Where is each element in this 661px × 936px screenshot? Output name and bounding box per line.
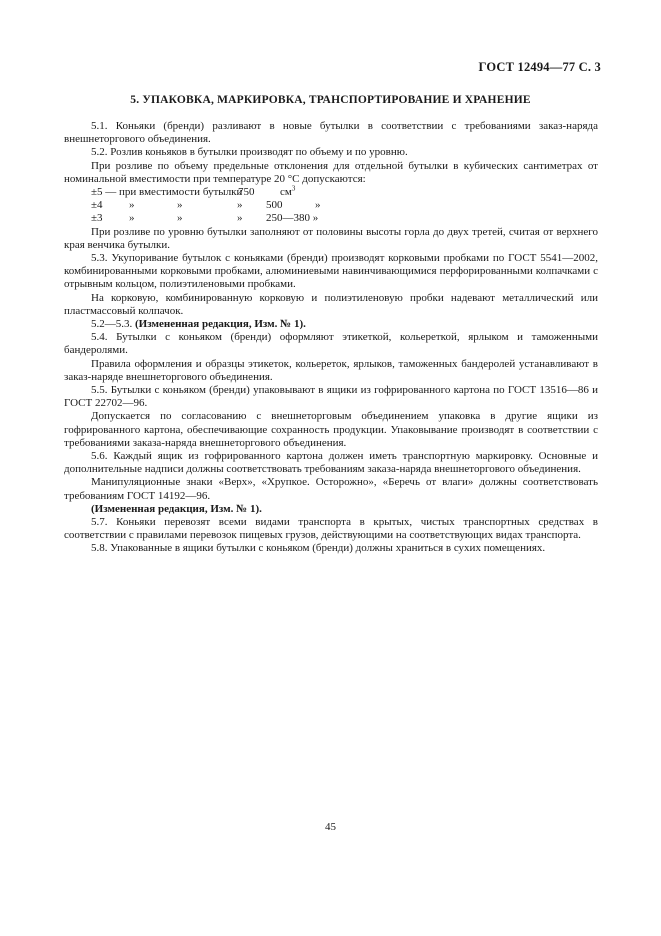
paragraph-other-boxes: Допускается по согласованию с внешнеторговым объединением упаковка в другие ящики из гофрированного картона, обеспечивающие сохранность продукции. Упаковывание производят в соответствии с требованиями заказа-наряда внешнеторгового объединения.: [64, 410, 598, 449]
page-number: 45: [325, 821, 336, 833]
ditto-mark: »: [177, 212, 183, 225]
ditto-mark: »: [129, 212, 135, 225]
paragraph-volume-tolerance: При розливе по объему предельные отклонения для отдельной бутылки в кубических сантиметрах от номинальной вместимости при температуре 20 °С допускаются:: [64, 159, 598, 185]
tolerance-deviation: ±4: [91, 199, 103, 212]
paragraph-label-rules: Правила оформления и образцы этикеток, кольереток, ярлыков, таможенных бандеролей устанавливают в заказ-наряде внешнеторгового объединения.: [64, 357, 598, 383]
paragraph-5-4: 5.4. Бутылки с коньяком (бренди) оформляют этикеткой, кольереткой, ярлыком и таможенными бандеролями.: [64, 331, 598, 357]
running-header: ГОСТ 12494—77 С. 3: [478, 60, 601, 74]
paragraph-5-3: 5.3. Укупоривание бутылок с коньяками (бренди) производят корковыми пробками по ГОСТ 5541—2002, комбинированными корковыми пробками, алюминиевыми навинчивающимися перфорированными колпачками с отрывным кольцом, полиэтиленовыми пробками.: [64, 251, 598, 291]
ditto-mark: »: [177, 199, 183, 212]
tolerance-deviation: ±3: [91, 212, 103, 225]
paragraph-handling-signs: Манипуляционные знаки «Верх», «Хрупкое. Осторожно», «Беречь от влаги» должны соответствовать требованиям ГОСТ 14192—96.: [64, 476, 598, 502]
tolerance-row-1: [91, 186, 598, 199]
paragraph-5-5: 5.5. Бутылки с коньяком (бренди) упаковывают в ящики из гофрированного картона по ГОСТ 13516—86 и ГОСТ 22702—96.: [64, 384, 598, 410]
tolerance-volume: 250—380 »: [266, 212, 319, 225]
tolerance-volume: 750: [238, 186, 255, 199]
ditto-mark: »: [315, 199, 321, 212]
paragraph-5-1: 5.1. Коньяки (бренди) разливают в новые бутылки в соответствии с требованиями заказ-наряда внешнеторгового объединения.: [64, 120, 598, 146]
tolerance-deviation: ±5 — при вместимости бутылки: [91, 186, 243, 199]
ditto-mark: »: [237, 199, 243, 212]
paragraph-5-7: 5.7. Коньяки перевозят всеми видами транспорта в крытых, чистых транспортных средствах в соответствии с правилами перевозок пищевых грузов, действующими на соответствующих видах транспорта.: [64, 516, 598, 542]
paragraph-amendment: (Измененная редакция, Изм. № 1).: [91, 502, 262, 515]
paragraph-amendment-5-2-5-3: 5.2—5.3. (Измененная редакция, Изм. № 1).: [91, 318, 306, 330]
paragraph-caps: На корковую, комбинированную корковую и полиэтиленовую пробки надевают металлический или пластмассовый колпачок.: [64, 291, 598, 317]
tolerance-row-3: [91, 212, 598, 225]
tolerance-row-2: [91, 199, 598, 212]
paragraph-level-filling: При розливе по уровню бутылки заполняют от половины высоты горла до двух третей, считая от верхнего края венчика бутылки.: [64, 225, 598, 251]
tolerance-volume: 500: [266, 199, 283, 212]
paragraph-5-6: 5.6. Каждый ящик из гофрированного картона должен иметь транспортную маркировку. Основные и дополнительные надписи должны соответствовать требованиям заказа-наряда внешнеторгового объединения.: [64, 450, 598, 476]
paragraph-5-8: 5.8. Упакованные в ящики бутылки с коньяком (бренди) должны храниться в сухих помещениях.: [91, 542, 546, 555]
tolerance-unit: $см^3$: [280, 184, 296, 199]
document-body: [64, 120, 598, 556]
ditto-mark: »: [237, 212, 243, 225]
paragraph-5-2: 5.2. Розлив коньяков в бутылки производят по объему и по уровню.: [91, 146, 408, 159]
section-title: 5. УПАКОВКА, МАРКИРОВКА, ТРАНСПОРТИРОВАНИЕ И ХРАНЕНИЕ: [130, 94, 531, 106]
ditto-mark: »: [129, 199, 135, 212]
